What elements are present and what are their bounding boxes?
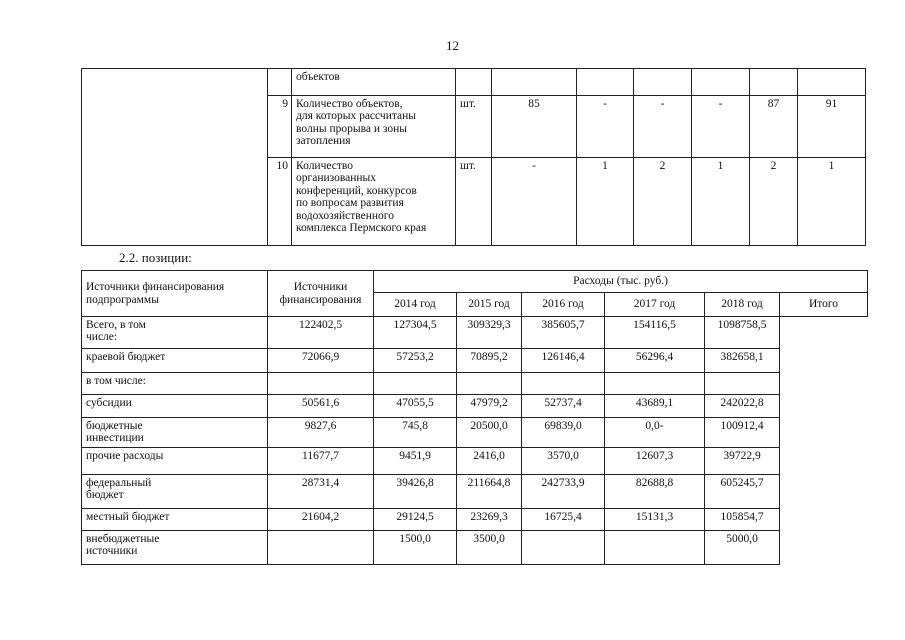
row-label: федеральный бюджет — [82, 474, 268, 508]
table-row — [82, 373, 868, 395]
value-cell: - — [577, 96, 634, 158]
row-text: Количество организованных конференций, конкурсов по вопросам развития водохозяйственного комплекса Пермского края — [292, 158, 456, 246]
value-cell: 16725,4 — [522, 508, 605, 530]
value-cell — [374, 373, 457, 395]
value-cell: 82688,8 — [605, 474, 705, 508]
unit-cell: шт. — [456, 96, 492, 158]
financing-table — [81, 270, 868, 565]
section-caption: 2.2. позиции: — [119, 250, 192, 265]
financing-sources-label: Источники финансирования подпрограммы — [82, 271, 268, 317]
row-label: прочие расходы — [82, 447, 268, 474]
value-cell — [522, 530, 605, 564]
value-cell: 605245,7 — [705, 474, 780, 508]
empty-left-cell — [82, 69, 268, 246]
value-cell — [705, 373, 780, 395]
value-cell: 87 — [750, 96, 798, 158]
value-cell: 47979,2 — [457, 395, 522, 418]
value-cell: 11677,7 — [268, 447, 374, 474]
value-cell: 2 — [750, 158, 798, 246]
value-cell: 211664,8 — [457, 474, 522, 508]
value-cell: 70895,2 — [457, 349, 522, 373]
sources-header: Источники финансирования — [268, 271, 374, 317]
value-cell — [605, 530, 705, 564]
table-row — [82, 530, 868, 564]
value-cell: 29124,5 — [374, 508, 457, 530]
value-cell: 57253,2 — [374, 349, 457, 373]
row-label: местный бюджет — [82, 508, 268, 530]
year-header: 2014 год — [374, 293, 457, 317]
page-number: 12 — [446, 38, 459, 53]
value-cell: 105854,7 — [705, 508, 780, 530]
value-cell — [605, 373, 705, 395]
table-row — [82, 447, 868, 474]
value-cell: 28731,4 — [268, 474, 374, 508]
value-cell — [268, 373, 374, 395]
value-cell: 309329,3 — [457, 317, 522, 349]
table-row — [82, 349, 868, 373]
value-cell: 39722,9 — [705, 447, 780, 474]
value-cell: 52737,4 — [522, 395, 605, 418]
value-cell: 2416,0 — [457, 447, 522, 474]
value-cell: 85 — [492, 96, 577, 158]
value-cell: 0,0- — [605, 418, 705, 448]
value-cell: 1098758,5 — [705, 317, 780, 349]
row-label: Всего, в том числе: — [82, 317, 268, 349]
value-cell: 15131,3 — [605, 508, 705, 530]
year-header: Итого — [780, 293, 868, 317]
value-cell: 39426,8 — [374, 474, 457, 508]
value-cell: 9827,6 — [268, 418, 374, 448]
value-cell: 69839,0 — [522, 418, 605, 448]
value-cell: 91 — [798, 96, 866, 158]
value-cell: 242733,9 — [522, 474, 605, 508]
row-number: 10 — [268, 158, 292, 246]
value-cell: - — [492, 158, 577, 246]
value-cell: 56296,4 — [605, 349, 705, 373]
value-cell: 745,8 — [374, 418, 457, 448]
row-label: в том числе: — [82, 373, 268, 395]
year-header: 2015 год — [457, 293, 522, 317]
value-cell — [457, 373, 522, 395]
table-row — [82, 395, 868, 418]
value-cell: 5000,0 — [705, 530, 780, 564]
value-cell: 154116,5 — [605, 317, 705, 349]
value-cell: 21604,2 — [268, 508, 374, 530]
value-cell: 242022,8 — [705, 395, 780, 418]
value-cell: 1500,0 — [374, 530, 457, 564]
year-header: 2017 год — [605, 293, 705, 317]
value-cell: 385605,7 — [522, 317, 605, 349]
table-row — [82, 317, 868, 349]
value-cell: 43689,1 — [605, 395, 705, 418]
table-row — [82, 418, 868, 448]
value-cell: 47055,5 — [374, 395, 457, 418]
value-cell: 2 — [634, 158, 692, 246]
indicators-table — [81, 68, 866, 246]
value-cell — [522, 373, 605, 395]
row-text: объектов — [292, 69, 456, 96]
row-text: Количество объектов, для которых рассчитаны волны прорыва и зоны затопления — [292, 96, 456, 158]
table-row — [82, 508, 868, 530]
value-cell: 1 — [798, 158, 866, 246]
expenses-header: Расходы (тыс. руб.) — [374, 271, 868, 293]
value-cell: 127304,5 — [374, 317, 457, 349]
row-label: бюджетные инвестиции — [82, 418, 268, 448]
row-label: краевой бюджет — [82, 349, 268, 373]
row-label: внебюджетные источники — [82, 530, 268, 564]
table-row — [82, 69, 866, 96]
row-number: 9 — [268, 96, 292, 158]
value-cell: 23269,3 — [457, 508, 522, 530]
value-cell: 382658,1 — [705, 349, 780, 373]
value-cell: 72066,9 — [268, 349, 374, 373]
value-cell — [268, 530, 374, 564]
value-cell: 100912,4 — [705, 418, 780, 448]
value-cell: 3570,0 — [522, 447, 605, 474]
value-cell: 12607,3 — [605, 447, 705, 474]
value-cell: - — [634, 96, 692, 158]
unit-cell: шт. — [456, 158, 492, 246]
year-header: 2018 год — [705, 293, 780, 317]
value-cell: 20500,0 — [457, 418, 522, 448]
row-label: субсидии — [82, 395, 268, 418]
table-header-row — [82, 271, 868, 293]
value-cell: 122402,5 — [268, 317, 374, 349]
year-header: 2016 год — [522, 293, 605, 317]
value-cell: 1 — [692, 158, 750, 246]
value-cell: 1 — [577, 158, 634, 246]
value-cell: 50561,6 — [268, 395, 374, 418]
value-cell: - — [692, 96, 750, 158]
value-cell: 126146,4 — [522, 349, 605, 373]
value-cell: 3500,0 — [457, 530, 522, 564]
table-row — [82, 474, 868, 508]
value-cell: 9451,9 — [374, 447, 457, 474]
